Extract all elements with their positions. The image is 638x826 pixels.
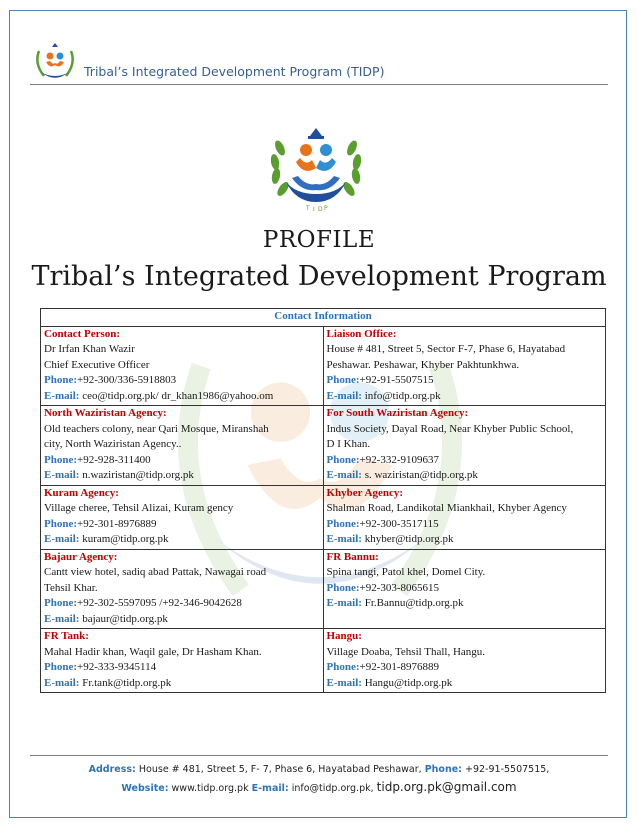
email-label: E-mail: xyxy=(326,469,362,481)
cell-line: Village Doaba, Tehsil Thall, Hangu. xyxy=(326,645,486,658)
contact-heading-row xyxy=(41,309,606,327)
table-row xyxy=(41,406,606,486)
table-row xyxy=(41,549,606,629)
phone-value: +92-301-8976889 xyxy=(77,517,157,530)
cell-line: Mahal Hadir khan, Waqil gale, Dr Hasham Khan. xyxy=(44,645,262,658)
phone-label: Phone: xyxy=(326,661,360,673)
footer-email-label: E-mail: xyxy=(251,783,289,794)
tidp-logo xyxy=(266,118,366,214)
bajaur-agency-cell xyxy=(41,549,324,629)
logo-letter-i: I xyxy=(313,206,315,213)
phone-label: Phone: xyxy=(44,453,77,466)
email-label: E-mail: xyxy=(326,597,362,609)
phone-label: Phone: xyxy=(326,581,360,594)
liaison-office-cell xyxy=(323,326,606,406)
email-value: kuram@tidp.org.pk xyxy=(82,533,169,545)
cell-line: D I Khan. xyxy=(326,438,371,450)
south-waziristan-cell xyxy=(323,406,606,486)
phone-value: +92-303-8065615 xyxy=(359,581,440,594)
logo-letter-p: P xyxy=(324,205,328,212)
phone-label: Phone: xyxy=(44,374,77,386)
email-label: E-mail: xyxy=(326,676,362,689)
fr-tank-cell xyxy=(41,629,324,693)
cell-title: Liaison Office: xyxy=(326,327,397,340)
phone-value: +92-301-8976889 xyxy=(359,661,440,673)
cell-title: Bajaur Agency: xyxy=(44,550,118,563)
tidp-logo-small xyxy=(30,36,80,86)
cell-title: Contact Person: xyxy=(44,327,121,340)
contact-heading: Contact Information xyxy=(41,309,606,327)
phone-label: Phone: xyxy=(326,453,360,466)
phone-value: +92-300-3517115 xyxy=(359,517,439,530)
cell-title: Hangu: xyxy=(326,630,362,642)
email-value: Hangu@tidp.org.pk xyxy=(364,676,453,689)
email-label: E-mail: xyxy=(44,389,80,402)
footer-address-label: Address: xyxy=(88,764,136,775)
north-waziristan-cell xyxy=(41,406,324,486)
cell-line: Cantt view hotel, sadiq abad Pattak, Nawagai road xyxy=(44,566,267,578)
cell-line: Chief Executive Officer xyxy=(44,358,150,371)
email-value: n.waziristan@tidp.org.pk xyxy=(82,469,194,481)
footer-contact-line xyxy=(0,780,638,794)
phone-value: +92-333-9345114 xyxy=(77,661,157,673)
khyber-agency-cell xyxy=(323,485,606,549)
cell-title: Khyber Agency: xyxy=(326,486,403,499)
logo-letter-d: D xyxy=(318,206,323,213)
footer-gmail-link[interactable]: tidp.org.pk@gmail.com xyxy=(376,780,517,794)
email-value: info@tidp.org.pk xyxy=(364,389,441,402)
footer-phone: +92-91-5507515, xyxy=(465,764,550,775)
cell-line: Shalman Road, Landikotal Miankhail, Khyber Agency xyxy=(326,502,567,514)
logo-letter-t: T xyxy=(306,205,310,212)
cell-line: city, North Waziristan Agency.. xyxy=(44,438,182,450)
phone-value: +92-91-5507515 xyxy=(359,374,434,386)
cell-line: Old teachers colony, near Qari Mosque, Miranshah xyxy=(44,422,269,435)
email-value: Fr.tank@tidp.org.pk xyxy=(82,676,172,689)
email-label: E-mail: xyxy=(44,533,80,545)
cell-title: FR Tank: xyxy=(44,630,89,642)
phone-value: +92-928-311400 xyxy=(77,453,151,466)
email-value: bajaur@tidp.org.pk xyxy=(82,612,168,625)
phone-label: Phone: xyxy=(326,517,360,530)
footer-phone-label: Phone: xyxy=(424,764,462,775)
cell-title: North Waziristan Agency: xyxy=(44,407,167,419)
contact-table xyxy=(40,308,606,693)
profile-title: PROFILE xyxy=(262,227,376,253)
header-title: Tribal’s Integrated Development Program (TIDP) xyxy=(84,64,385,79)
fr-bannu-cell xyxy=(323,549,606,629)
cell-line: House # 481, Street 5, Sector F-7, Phase 6, Hayatabad xyxy=(326,343,566,355)
phone-value: +92-300/336-5918803 xyxy=(77,374,177,386)
footer-divider xyxy=(30,755,608,756)
email-label: E-mail: xyxy=(44,612,80,625)
cell-line: Indus Society, Dayal Road, Near Khyber Public School, xyxy=(326,422,574,435)
cell-title: FR Bannu: xyxy=(326,550,379,563)
cell-line: Dr Irfan Khan Wazir xyxy=(44,343,135,355)
footer-website-label: Website: xyxy=(121,783,169,794)
phone-value: +92-302-5597095 /+92-346-9042628 xyxy=(77,597,242,609)
footer-address-line xyxy=(0,764,638,775)
email-value: khyber@tidp.org.pk xyxy=(364,533,454,545)
cell-line: Spina tangi, Patol khel, Domel City. xyxy=(326,566,486,578)
phone-label: Phone: xyxy=(44,597,77,609)
cell-line: Peshawar. Peshawar, Khyber Pakhtunkhwa. xyxy=(326,358,520,371)
email-value: ceo@tidp.org.pk/ dr_khan1986@yahoo.om xyxy=(82,389,274,402)
footer-address: House # 481, Street 5, F- 7, Phase 6, Hayatabad Peshawar, xyxy=(138,764,422,775)
phone-label: Phone: xyxy=(326,374,360,386)
email-label: E-mail: xyxy=(44,676,80,689)
contact-person-cell xyxy=(41,326,324,406)
cell-line: Tehsil Khar. xyxy=(44,581,98,594)
table-row xyxy=(41,326,606,406)
phone-label: Phone: xyxy=(44,517,77,530)
footer-website-link[interactable]: www.tidp.org.pk xyxy=(171,783,249,794)
email-label: E-mail: xyxy=(326,389,362,402)
email-label: E-mail: xyxy=(44,469,80,481)
table-row xyxy=(41,485,606,549)
cell-title: Kuram Agency: xyxy=(44,486,119,499)
footer-email-link[interactable]: info@tidp.org.pk, xyxy=(291,783,374,794)
phone-label: Phone: xyxy=(44,661,77,673)
cell-title: For South Waziristan Agency: xyxy=(326,407,469,419)
email-value: s. waziristan@tidp.org.pk xyxy=(364,469,478,481)
header-divider xyxy=(30,84,608,85)
email-value: Fr.Bannu@tidp.org.pk xyxy=(364,597,464,609)
cell-line: Village cheree, Tehsil Alizai, Kuram gency xyxy=(44,502,234,514)
hangu-cell xyxy=(323,629,606,693)
organization-title: Tribal’s Integrated Development Program xyxy=(31,261,607,292)
kuram-agency-cell xyxy=(41,485,324,549)
phone-value: +92-332-9109637 xyxy=(359,453,440,466)
table-row xyxy=(41,629,606,693)
email-label: E-mail: xyxy=(326,533,362,545)
